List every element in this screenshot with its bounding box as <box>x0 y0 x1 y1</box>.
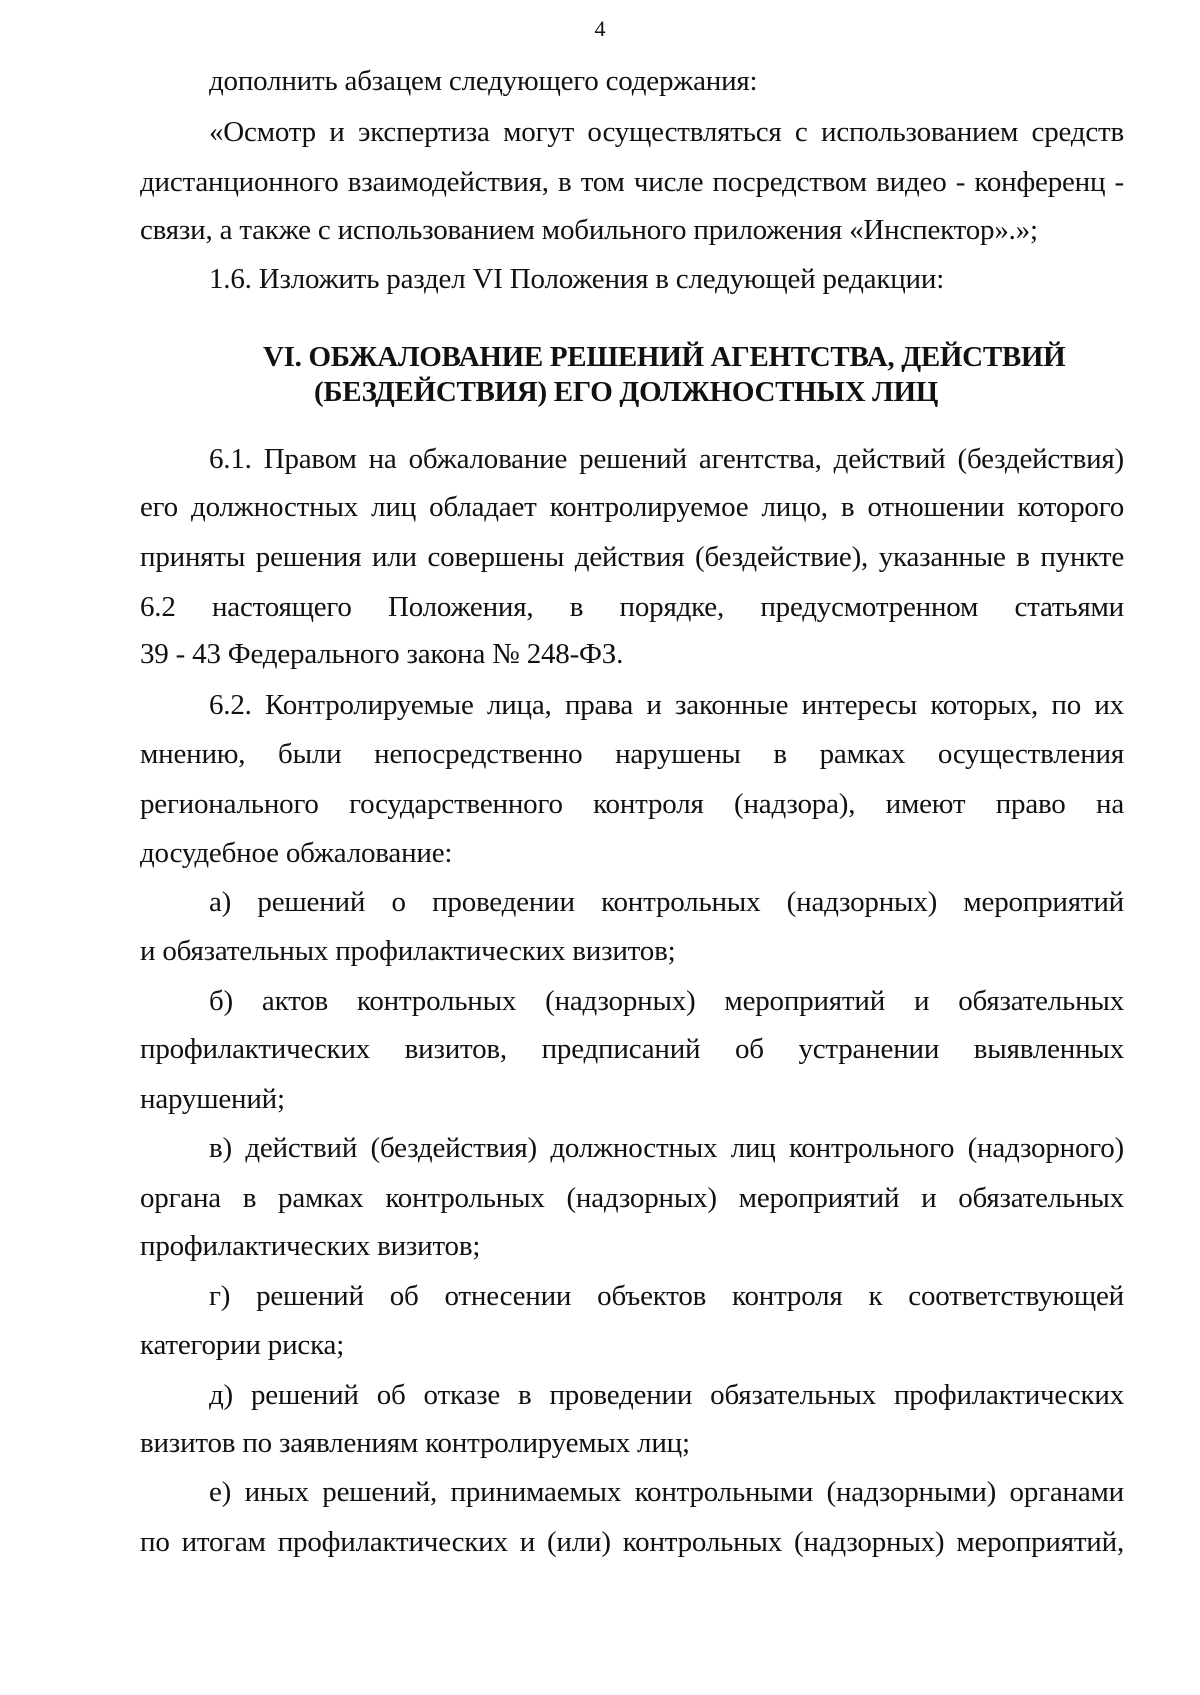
paragraph-line: г) решений об отнесении объектов контроля к соответствующей <box>209 1280 1124 1312</box>
paragraph-line: дистанционного взаимодействия, в том числе посредством видео - конференц - <box>140 166 1124 198</box>
paragraph-line: нарушений; <box>140 1083 285 1115</box>
paragraph-line: 6.1. Правом на обжалование решений агентства, действий (бездействия) <box>209 443 1124 475</box>
paragraph-line: д) решений об отказе в проведении обязательных профилактических <box>209 1379 1124 1411</box>
paragraph-line: профилактических визитов, предписаний об устранении выявленных <box>140 1033 1124 1065</box>
paragraph-line: регионального государственного контроля (надзора), имеют право на <box>140 788 1124 820</box>
paragraph-line: мнению, были непосредственно нарушены в рамках осуществления <box>140 738 1124 770</box>
paragraph-line: е) иных решений, принимаемых контрольными (надзорными) органами <box>209 1476 1124 1508</box>
paragraph-line: связи, а также с использованием мобильного приложения «Инспектор».»; <box>140 214 1038 246</box>
paragraph-line: а) решений о проведении контрольных (надзорных) мероприятий <box>209 886 1124 918</box>
paragraph-line: 1.6. Изложить раздел VI Положения в следующей редакции: <box>209 263 945 295</box>
paragraph-line: приняты решения или совершены действия (бездействие), указанные в пункте <box>140 541 1124 573</box>
paragraph-line: органа в рамках контрольных (надзорных) мероприятий и обязательных <box>140 1182 1124 1214</box>
paragraph-line: категории риска; <box>140 1329 345 1361</box>
paragraph-line: его должностных лиц обладает контролируемое лицо, в отношении которого <box>140 491 1124 523</box>
paragraph-line: дополнить абзацем следующего содержания: <box>209 65 758 97</box>
paragraph-line: 39 - 43 Федерального закона № 248-ФЗ. <box>140 638 624 670</box>
paragraph-line: досудебное обжалование: <box>140 837 453 869</box>
paragraph-line: в) действий (бездействия) должностных лиц контрольного (надзорного) <box>209 1132 1124 1164</box>
paragraph-line: и обязательных профилактических визитов; <box>140 935 676 967</box>
paragraph-line: 6.2. Контролируемые лица, права и законные интересы которых, по их <box>209 689 1124 721</box>
paragraph-line: по итогам профилактических и (или) контрольных (надзорных) мероприятий, <box>140 1526 1124 1558</box>
paragraph-line: «Осмотр и экспертиза могут осуществляться с использованием средств <box>209 116 1124 148</box>
paragraph-line: профилактических визитов; <box>140 1230 481 1262</box>
paragraph-line: визитов по заявлениям контролируемых лиц; <box>140 1427 690 1459</box>
paragraph-line: б) актов контрольных (надзорных) мероприятий и обязательных <box>209 985 1124 1017</box>
page-number: 4 <box>594 16 606 41</box>
section-heading-line: (БЕЗДЕЙСТВИЯ) ЕГО ДОЛЖНОСТНЫХ ЛИЦ <box>314 376 938 408</box>
section-heading-line: VI. ОБЖАЛОВАНИЕ РЕШЕНИЙ АГЕНТСТВА, ДЕЙСТВИЙ <box>263 341 1066 373</box>
paragraph-line: 6.2 настоящего Положения, в порядке, предусмотренном статьями <box>140 591 1124 623</box>
